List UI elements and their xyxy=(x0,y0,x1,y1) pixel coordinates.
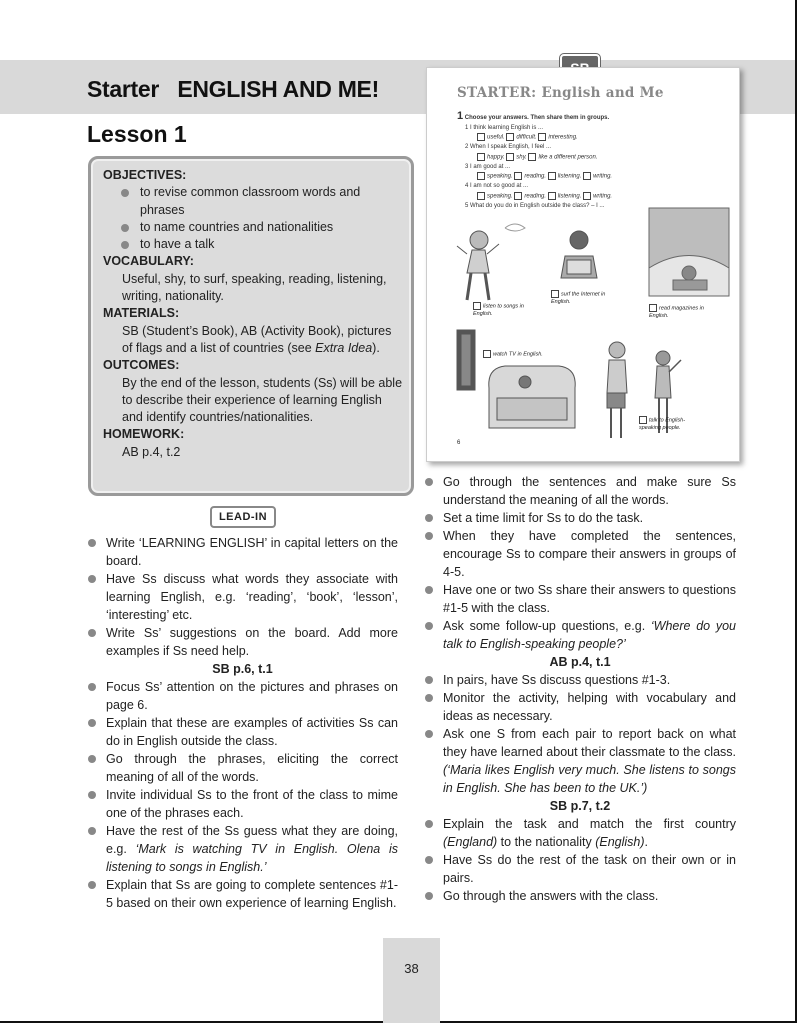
question-5: 5 What do you do in English outside the class? – I ... xyxy=(465,202,605,209)
caption-songs: listen to songs in English. xyxy=(473,303,524,318)
lead-in-label: LEAD-IN xyxy=(210,506,276,528)
unit-title: Starter ENGLISH AND ME! xyxy=(87,76,379,102)
sb-page-title: STARTER: English and Me xyxy=(457,85,664,101)
objective-item: to revise common classroom words and phrases xyxy=(121,184,403,219)
question-4-options: speaking. reading. listening. writing. xyxy=(465,192,727,202)
page-number-box xyxy=(383,938,440,1023)
homework-text: AB p.4, t.2 xyxy=(122,444,181,459)
page-number: 38 xyxy=(404,961,419,976)
vocabulary-heading: VOCABULARY: xyxy=(103,254,194,269)
exercise-number: 1 xyxy=(457,110,464,122)
section-subheading: AB p.4, t.1 xyxy=(549,655,611,669)
exercise-instruction: Choose your answers. Then share them in groups. xyxy=(464,115,610,121)
list-item: Go through the sentences and make sure Ss understand the meaning of all the words. xyxy=(424,473,736,509)
list-item: Go through the phrases, eliciting the correct meaning of all of the words. xyxy=(87,750,398,786)
caption-surf: surf the Internet in English. xyxy=(551,291,606,306)
list-item: Ask some follow-up questions, e.g. ‘Where do you talk to English-speaking people?’ xyxy=(424,617,736,653)
homework-heading: HOMEWORK: xyxy=(103,427,185,442)
list-item: Set a time limit for Ss to do the task. xyxy=(424,509,736,527)
list-item: Explain the task and match the first country (England) to the nationality (English). xyxy=(424,815,736,851)
list-item: Focus Ss’ attention on the pictures and phrases on page 6. xyxy=(87,678,398,714)
tv-sofa-illustration xyxy=(457,330,575,428)
objective-item: to name countries and nationalities xyxy=(121,219,403,236)
list-item: Ask one S from each pair to report back on what they have learned about their classmate to the class. (‘Maria likes English very much. She listens to songs in English. She has been to the UK.’) xyxy=(424,725,736,797)
materials-heading: MATERIALS: xyxy=(103,306,180,321)
section-subheading: SB p.7, t.2 xyxy=(549,799,611,813)
question-3: 3 I am good at ... xyxy=(465,163,511,170)
list-item: Invite individual Ss to the front of the class to mime one of the phrases each. xyxy=(87,786,398,822)
list-item: In pairs, have Ss discuss questions #1-3. xyxy=(424,671,736,689)
girl-laptop-illustration xyxy=(561,231,597,278)
list-item: When they have completed the sentences, encourage Ss to compare their answers in groups of 4-5. xyxy=(424,527,736,581)
outcomes-heading: OUTCOMES: xyxy=(103,358,180,373)
objectives-list xyxy=(103,184,403,253)
list-item: Explain that these are examples of activities Ss can do in English outside the class. xyxy=(87,714,398,750)
materials-text: SB (Student’s Book), AB (Activity Book), pictures of flags and a list of countries (see Extra Idea). xyxy=(122,323,392,355)
section-subheading: SB p.6, t.1 xyxy=(212,662,273,676)
caption-magazines: read magazines in English. xyxy=(649,305,704,320)
student-book-page xyxy=(426,67,740,462)
list-item: Explain that Ss are going to complete sentences #1-5 based on their own experience of learning English. xyxy=(87,876,398,912)
question-4: 4 I am not so good at ... xyxy=(465,183,529,190)
caption-tv: watch TV in English. xyxy=(483,350,573,358)
boy-listening-illustration xyxy=(457,224,525,300)
objectives-heading: OBJECTIVES: xyxy=(103,168,187,182)
question-1: 1 I think learning English is ... xyxy=(465,124,544,131)
sb-illustrations xyxy=(427,68,739,461)
list-item: Have one or two Ss share their answers to questions #1-5 with the class. xyxy=(424,581,736,617)
vocabulary-text: Useful, shy, to surf, speaking, reading, listening, writing, nationality. xyxy=(122,271,387,304)
objectives-box xyxy=(88,156,414,496)
caption-talk: talk to English-speaking people. xyxy=(639,417,686,432)
list-item: Have Ss do the rest of the task on their own or in pairs. xyxy=(424,851,736,887)
question-2: 2 When I speak English, I feel ... xyxy=(465,144,552,151)
reading-room-illustration xyxy=(649,208,729,296)
list-item: Have the rest of the Ss guess what they are doing, e.g. ‘Mark is watching TV in English. Olena is listening to songs in English.’ xyxy=(87,822,398,876)
list-item: Write Ss’ suggestions on the board. Add more examples if Ss need help. xyxy=(87,624,398,660)
left-column xyxy=(87,534,398,912)
right-column xyxy=(424,473,736,905)
question-2-options: happy. shy. like a different person. xyxy=(465,153,727,163)
sb-page-number: 6 xyxy=(457,440,461,446)
list-item: Write ‘LEARNING ENGLISH’ in capital letters on the board. xyxy=(87,534,398,570)
question-1-options: useful. difficult. interesting. xyxy=(465,133,727,143)
question-3-options: speaking. reading. listening. writing. xyxy=(465,172,727,182)
list-item: Monitor the activity, helping with vocabulary and ideas as necessary. xyxy=(424,689,736,725)
list-item: Go through the answers with the class. xyxy=(424,887,736,905)
objective-item: to have a talk xyxy=(121,236,403,253)
outcomes-text: By the end of the lesson, students (Ss) will be able to describe their experience of learning English and identify countries/nationalities. xyxy=(122,375,403,425)
lesson-title: Lesson 1 xyxy=(87,121,187,147)
list-item: Have Ss discuss what words they associate with learning English, e.g. ‘reading’, ‘book’, ‘lesson’, ‘interesting’ etc. xyxy=(87,570,398,624)
